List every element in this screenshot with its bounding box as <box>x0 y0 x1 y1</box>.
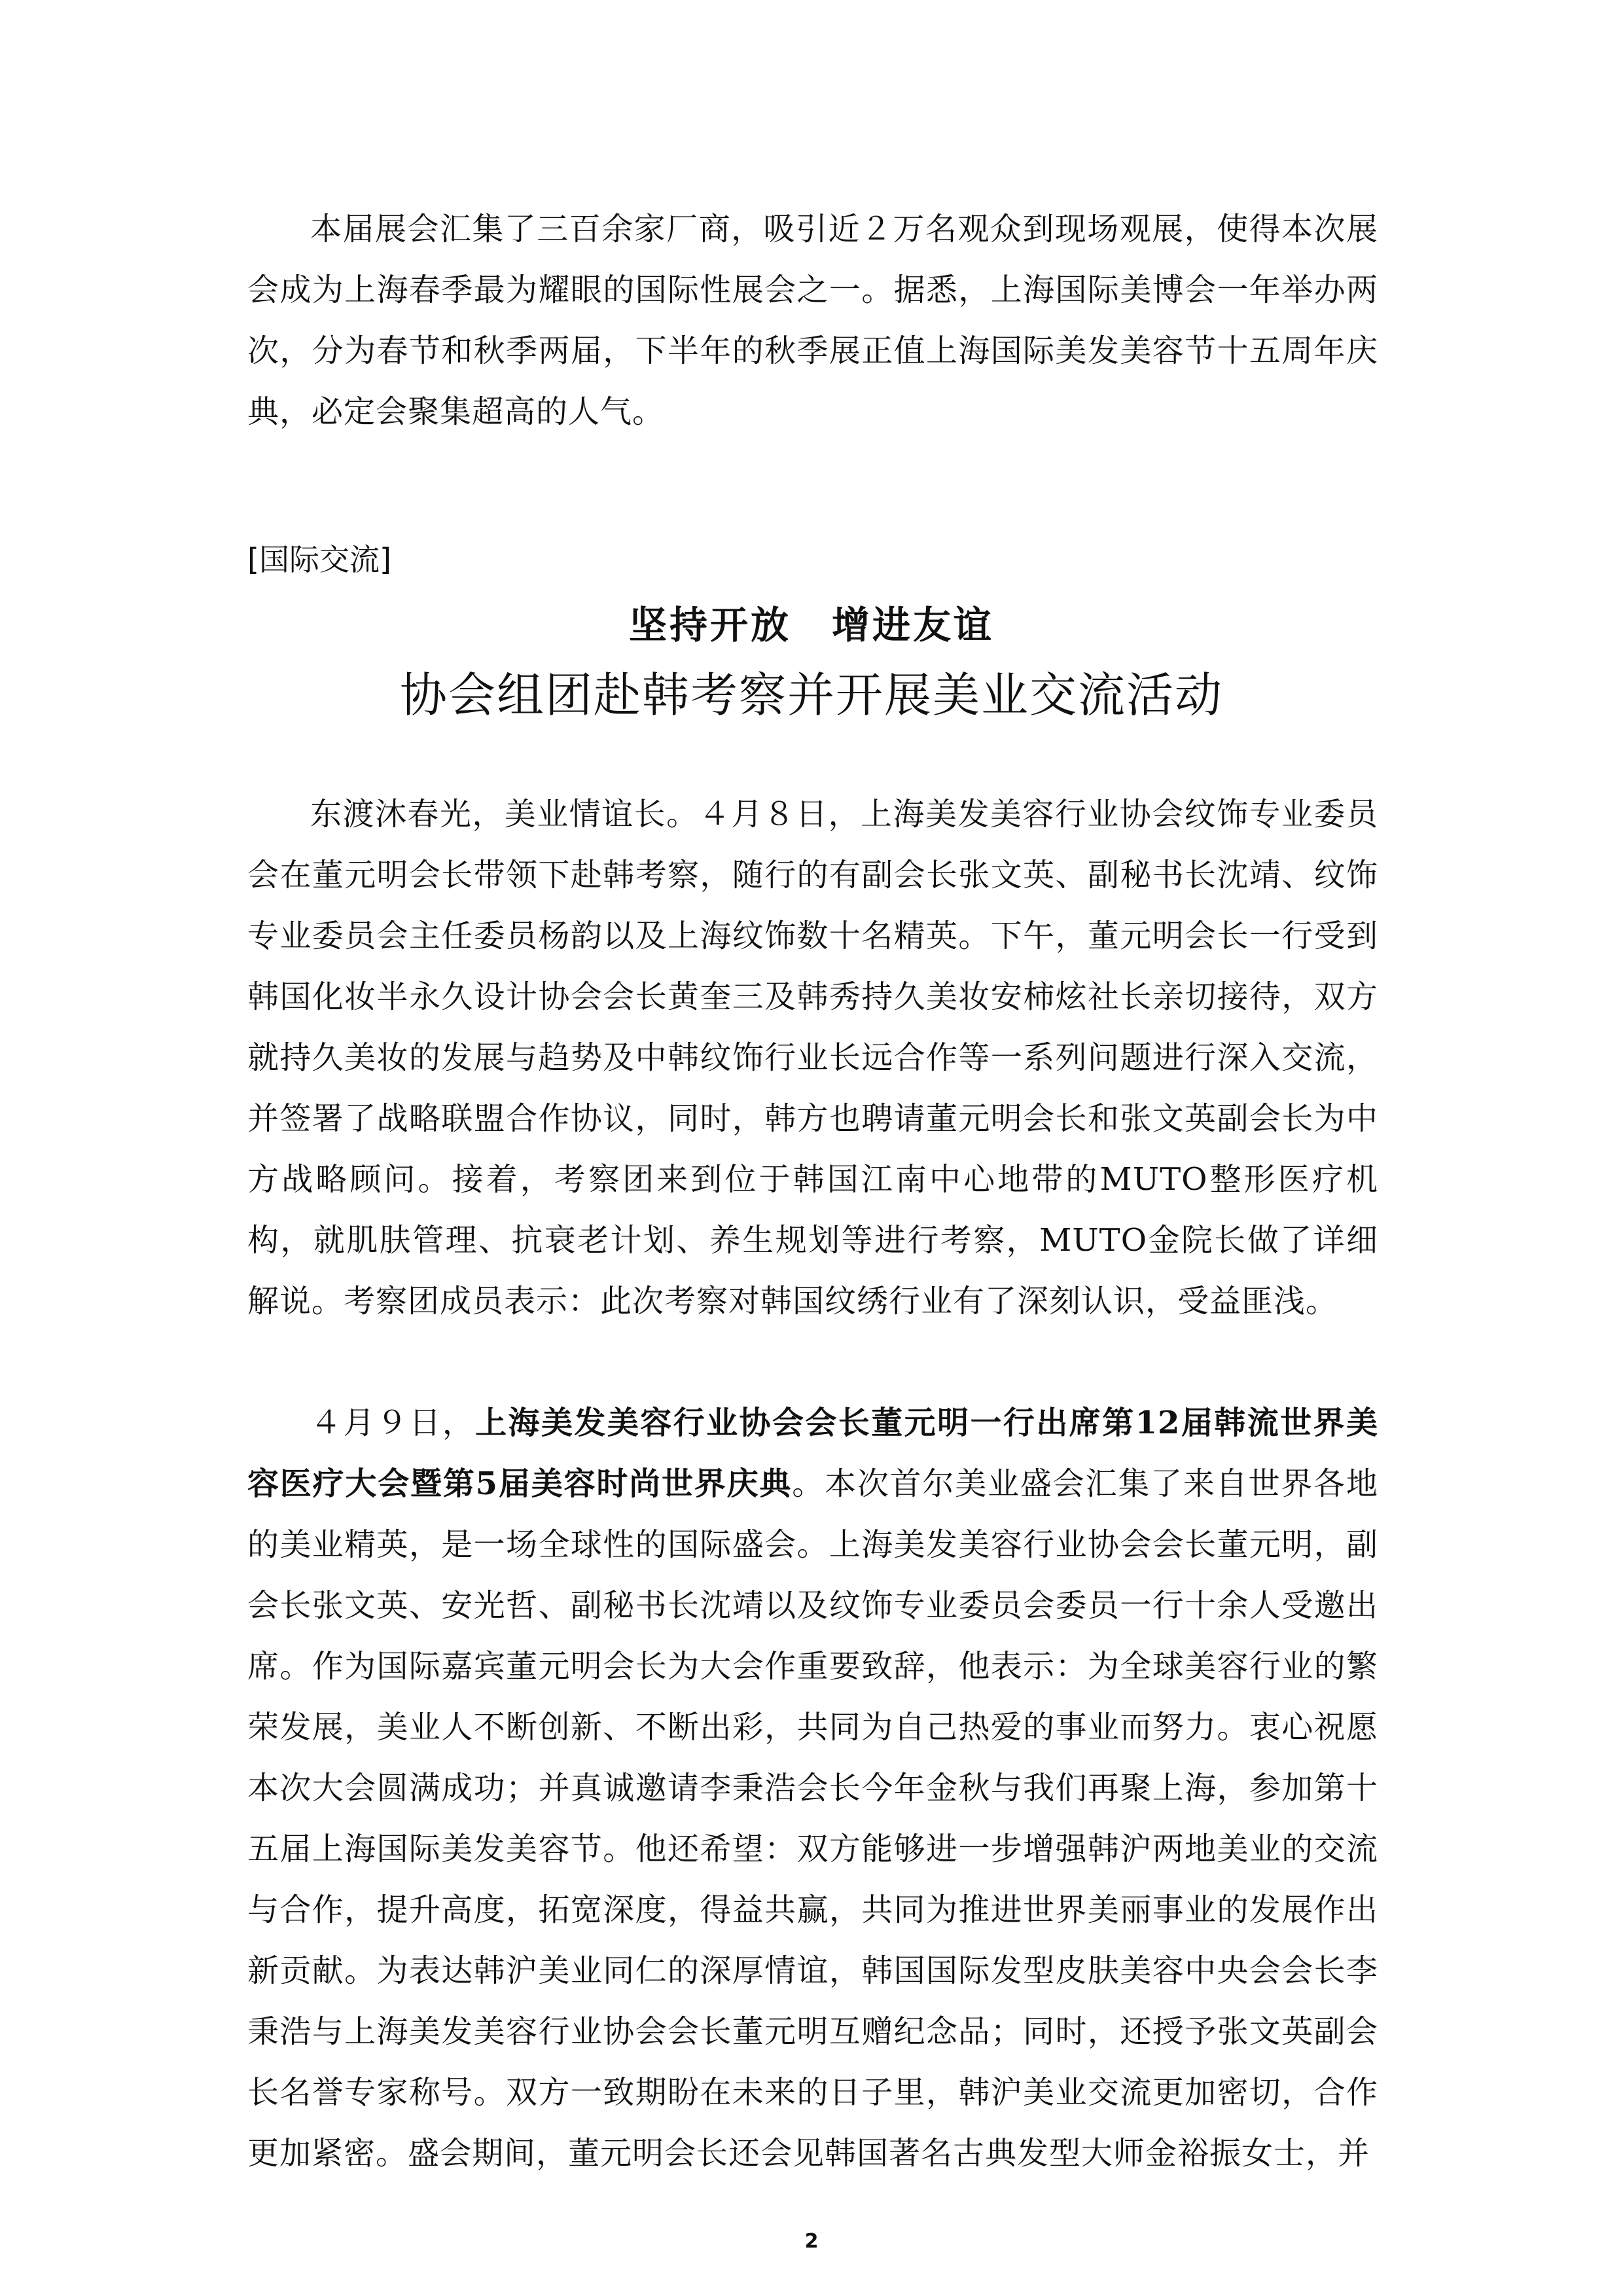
article-title: 协会组团赴韩考察并开展美业交流活动 <box>399 668 1223 723</box>
conference-body: 。本次首尔美业盛会汇集了来自世界各地的美业精英，是一场全球性的国际盛会。上海美发美容行业协会会长董元明，副会长张文英、安光哲、副秘书长沈靖以及纹饰专业委员会委员一行十余人受邀出席。作为国际嘉宾董元明会长为大会作重要致辞，他表示：为全球美容行业的繁荣发展，美业人不断创新、不断出彩，共同为自己热爱的事业而努力。衷心祝愿本次大会圆满成功；并真诚邀请李秉浩会长今年金秋与我们再聚上海，参加第十五届上海国际美发美容节。他还希望：双方能够进一步增强韩沪两地美业的交流与合作，提升高度，拓宽深度，得益共赢，共同为推进世界美丽事业的发展作出新贡献。为表达韩沪美业同仁的深厚情谊，韩国国际发型皮肤美容中央会会长李秉浩与上海美发美容行业协会会长董元明互赠纪念品；同时，还授予张文英副会长名誉专家称号。双方一致期盼在未来的日子里，韩沪美业交流更加密切，合作更加紧密。盛会期间，董元明会长还会见韩国著名古典发型大师金裕振女士，并 <box>247 1465 1378 2172</box>
page-number: 2 <box>804 2230 819 2253</box>
intro-paragraph: 本届展会汇集了三百余家厂商，吸引近２万名观众到现场观展，使得本次展会成为上海春季最为耀眼的国际性展会之一。据悉，上海国际美博会一年举办两次，分为春节和秋季两届，下半年的秋季展正值上海国际美发美容节十五周年庆典，必定会聚集超高的人气。 <box>247 211 1378 430</box>
conference-highlight: 上海美发美容行业协会会长董元明一行出席第12届韩流世界美容医疗大会暨第5届美容时尚世界庆典 <box>247 1405 1378 1502</box>
section-tag: [国际交流] <box>247 542 391 577</box>
visit-paragraph: 东渡沐春光，美业情谊长。４月８日，上海美发美容行业协会纹饰专业委员会在董元明会长带领下赴韩考察，随行的有副会长张文英、副秘书长沈靖、纹饰专业委员会主任委员杨韵以及上海纹饰数十名精英。下午，董元明会长一行受到韩国化妆半永久设计协会会长黄奎三及韩秀持久美妆安柿炫社长亲切接待，双方就持久美妆的发展与趋势及中韩纹饰行业长远合作等一系列问题进行深入交流，并签署了战略联盟合作协议，同时，韩方也聘请董元明会长和张文英副会长为中方战略顾问。接着，考察团来到位于韩国江南中心地带的MUTO整形医疗机构，就肌肤管理、抗衰老计划、养生规划等进行考察，MUTO金院长做了详细解说。考察团成员表示：此次考察对韩国纹绣行业有了深刻认识，受益匪浅。 <box>247 796 1378 1319</box>
conference-paragraph <box>247 1393 1378 2184</box>
article-subtitle: 坚持开放 增进友谊 <box>628 603 994 647</box>
conference-date-lead: ４月９日， <box>310 1405 476 1441</box>
